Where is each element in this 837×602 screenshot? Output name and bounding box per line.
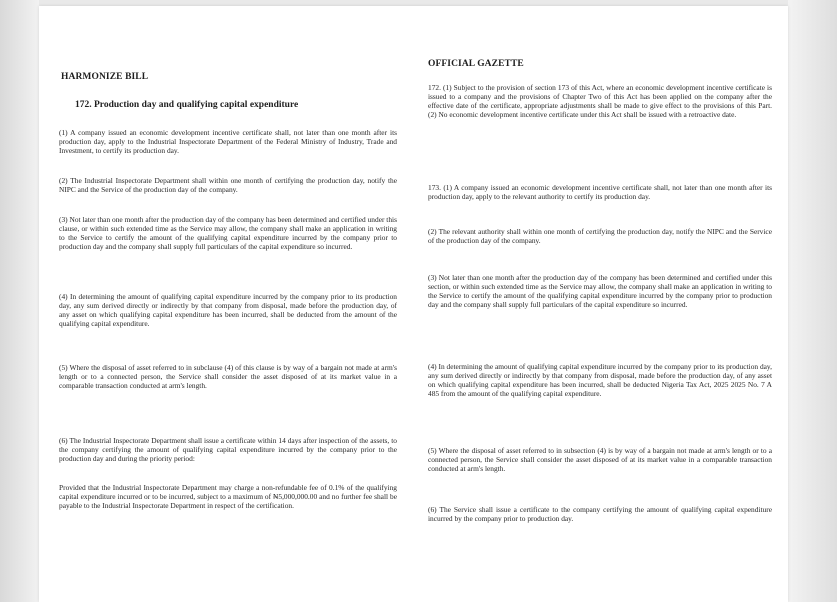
document-page: [39, 6, 788, 602]
right-paragraph-173-6: (6) The Service shall issue a certificate to the company certifying the amount of qualifying capital expenditure incurred by the company prior to production day.: [428, 505, 772, 523]
section-title: 172. Production day and qualifying capital expenditure: [75, 100, 299, 110]
left-paragraph-6: (6) The Industrial Inspectorate Department shall issue a certificate within 14 days after inspection of the assets, to the company certifying the amount of qualifying capital expenditure incurred by the company prior to the production day and during the priority period:: [59, 436, 397, 463]
right-column-header: OFFICIAL GAZETTE: [428, 59, 524, 69]
left-paragraph-4: (4) In determining the amount of qualifying capital expenditure incurred by the company prior to its production day, any sum derived directly or indirectly by that company from disposal, made before the production day, of any asset on which qualifying capital expenditure has been incurred, shall be deducted from the amount of the qualifying capital expenditure.: [59, 292, 397, 328]
right-paragraph-173-5: (5) Where the disposal of asset referred to in subsection (4) is by way of a bargain not made at arm's length or to a connected person, the Service shall consider the asset disposed of at its market value in a comparable transaction conducted at arm's length.: [428, 446, 772, 473]
left-paragraph-proviso: Provided that the Industrial Inspectorate Department may charge a non-refundable fee of 0.1% of the qualifying capital expenditure incurred or to be incurred, subject to a maximum of ₦5,000,000.00 and no further fee shall be payable to the Industrial Inspectorate Department in respect of the certification.: [59, 483, 397, 510]
right-paragraph-172: 172. (1) Subject to the provision of section 173 of this Act, where an economic development incentive certificate is issued to a company and the provisions of Chapter Two of this Act has been applied on the company after the effective date of the certificate, appropriate adjustments shall be made to give effect to the provisions of this Part. (2) No economic development incentive certificate under this Act shall be issued with a retroactive date.: [428, 83, 772, 119]
right-paragraph-173-3: (3) Not later than one month after the production day of the company has been determined and certified under this section, or within such extended time as the Service may allow, the company shall make an application in writing to the Service to certify the amount of the qualifying capital expenditure incurred by the company prior to production day and the company shall supply full particulars of the capital expenditure so incurred.: [428, 273, 772, 309]
left-page-edge: [0, 0, 39, 602]
left-paragraph-1: (1) A company issued an economic development incentive certificate shall, not later than one month after its production day, apply to the Industrial Inspectorate Department of the Federal Ministry of Industry, Trade and Investment, to certify its production day.: [59, 128, 397, 155]
right-paragraph-173-1: 173. (1) A company issued an economic development incentive certificate shall, not later than one month after its production day, apply to the relevant authority to certify its production day.: [428, 183, 772, 201]
left-paragraph-5: (5) Where the disposal of asset referred to in subclause (4) of this clause is by way of a bargain not made at arm's length or to a connected person, the Service shall consider the asset disposed of at its market value in a comparable transaction conducted at arm's length.: [59, 363, 397, 390]
left-paragraph-2: (2) The Industrial Inspectorate Department shall within one month of certifying the production day, notify the NIPC and the Service of the production day of the company.: [59, 176, 397, 194]
right-paragraph-173-2: (2) The relevant authority shall within one month of certifying the production day, notify the NIPC and the Service of the production day of the company.: [428, 227, 772, 245]
right-paragraph-173-4: (4) In determining the amount of qualifying capital expenditure incurred by the company prior to its production day, any sum derived directly or indirectly by that company from disposal, made before the production day, of any asset on which qualifying capital expenditure has been incurred, shall be deducted Nigeria Tax Act, 2025 2025 No. 7 A 485 from the amount of the qualifying capital expenditure.: [428, 362, 772, 398]
right-page-edge: [788, 0, 837, 602]
left-paragraph-3: (3) Not later than one month after the production day of the company has been determined and certified under this clause, or within such extended time as the Service may allow, the company shall make an application in writing to the Service to certify the amount of the qualifying capital expenditure incurred by the company prior to production day and the company shall supply full particulars of the capital expenditure so incurred.: [59, 215, 397, 251]
left-column-header: HARMONIZE BILL: [61, 72, 149, 82]
